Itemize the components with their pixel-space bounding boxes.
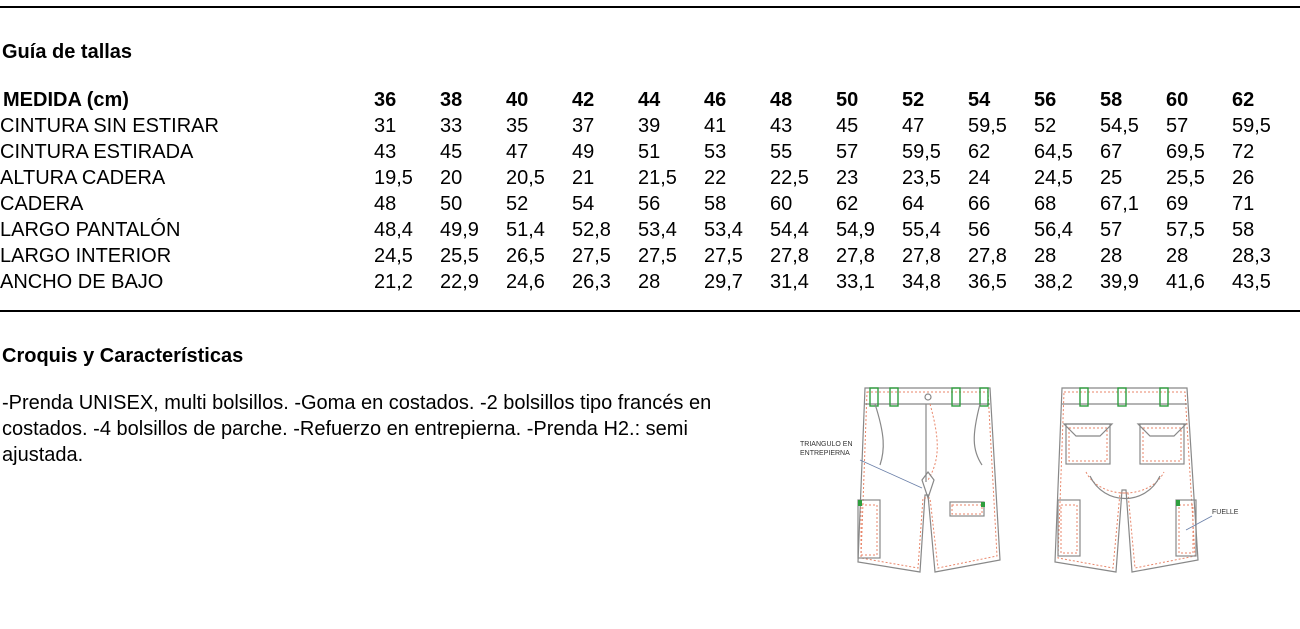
size-column-header: 52 [902,89,925,111]
measure-value: 41,6 [1166,271,1205,293]
measure-value: 37 [572,115,595,137]
size-column-header: 60 [1166,89,1189,111]
measure-value: 57,5 [1166,219,1205,241]
measure-value: 48,4 [374,219,413,241]
table-row [0,113,1298,139]
size-table [0,87,1298,295]
measure-value: 22 [704,167,727,189]
section-divider [0,310,1300,312]
measure-value: 31 [374,115,397,137]
size-column-header: 62 [1232,89,1255,111]
measure-value: 45 [836,115,859,137]
measure-value: 22,9 [440,271,479,293]
measure-value: 27,8 [968,245,1007,267]
measure-value: 67 [1100,141,1123,163]
measure-value: 28 [1034,245,1057,267]
measure-value: 27,5 [638,245,677,267]
measure-value: 28 [1100,245,1123,267]
measure-value: 58 [704,193,727,215]
measure-value: 60 [770,193,793,215]
measure-value: 27,5 [572,245,611,267]
measure-value: 35 [506,115,529,137]
measure-label: CINTURA SIN ESTIRAR [0,115,219,137]
measure-value: 54 [572,193,595,215]
size-column-header: 58 [1100,89,1123,111]
measure-label: CADERA [0,193,84,215]
measure-value: 25 [1100,167,1123,189]
measure-value: 68 [1034,193,1057,215]
measure-value: 26,3 [572,271,611,293]
table-header-row [0,87,1298,113]
measure-value: 49 [572,141,595,163]
measure-value: 20,5 [506,167,545,189]
measure-value: 22,5 [770,167,809,189]
measure-value: 52 [506,193,529,215]
measure-value: 71 [1232,193,1255,215]
measure-value: 29,7 [704,271,743,293]
measure-value: 69 [1166,193,1189,215]
measure-value: 52 [1034,115,1057,137]
size-column-header: 38 [440,89,463,111]
front-callout-line1: TRIANGULO EN [800,441,853,448]
measure-value: 47 [506,141,529,163]
measure-column-header: MEDIDA (cm) [3,89,129,111]
measure-value: 62 [836,193,859,215]
front-callout-line2: ENTREPIERNA [800,450,850,457]
measure-value: 52,8 [572,219,611,241]
measure-value: 55 [770,141,793,163]
measure-value: 39 [638,115,661,137]
measure-value: 21,5 [638,167,677,189]
measure-value: 27,5 [704,245,743,267]
table-row [0,269,1298,295]
size-column-header: 56 [1034,89,1057,111]
measure-value: 56 [638,193,661,215]
measure-value: 62 [968,141,991,163]
measure-value: 25,5 [440,245,479,267]
measure-value: 21 [572,167,595,189]
measure-value: 28 [638,271,661,293]
table-row [0,165,1298,191]
table-row [0,139,1298,165]
measure-value: 43 [374,141,397,163]
measure-value: 59,5 [968,115,1007,137]
measure-value: 27,8 [902,245,941,267]
measure-value: 26,5 [506,245,545,267]
measure-value: 38,2 [1034,271,1073,293]
measure-label: ALTURA CADERA [0,167,166,189]
size-column-header: 44 [638,89,661,111]
measure-value: 39,9 [1100,271,1139,293]
measure-value: 24,5 [374,245,413,267]
measure-value: 53,4 [704,219,743,241]
measure-value: 58 [1232,219,1255,241]
front-view-drawing [800,388,1000,572]
measure-value: 64 [902,193,925,215]
measure-value: 59,5 [902,141,941,163]
measure-value: 49,9 [440,219,479,241]
measure-value: 59,5 [1232,115,1271,137]
measure-value: 21,2 [374,271,413,293]
measure-value: 47 [902,115,925,137]
back-callout-label: FUELLE [1212,509,1239,516]
measure-value: 54,4 [770,219,809,241]
size-column-header: 48 [770,89,793,111]
table-row [0,217,1298,243]
measure-value: 53,4 [638,219,677,241]
measure-value: 19,5 [374,167,413,189]
pants-sketch [800,380,1250,580]
measure-value: 28,3 [1232,245,1271,267]
measure-value: 24,6 [506,271,545,293]
measure-value: 33,1 [836,271,875,293]
measure-value: 23,5 [902,167,941,189]
measure-label: ANCHO DE BAJO [0,271,164,293]
features-description: -Prenda UNISEX, multi bolsillos. -Goma en costados. -2 bolsillos tipo francés en costados. -4 bolsillos de parche. -Refuerzo en entrepierna. -Prenda H2.: semi ajustada. [2,392,712,466]
measure-value: 36,5 [968,271,1007,293]
measure-value: 57 [836,141,859,163]
measure-value: 55,4 [902,219,941,241]
size-guide-title: Guía de tallas [2,41,133,63]
measure-value: 56,4 [1034,219,1073,241]
measure-value: 57 [1166,115,1189,137]
measure-value: 27,8 [836,245,875,267]
measure-value: 33 [440,115,463,137]
measure-label: LARGO INTERIOR [0,245,172,267]
measure-value: 69,5 [1166,141,1205,163]
measure-value: 20 [440,167,463,189]
measure-value: 53 [704,141,727,163]
measure-value: 43 [770,115,793,137]
measure-value: 34,8 [902,271,941,293]
measure-value: 25,5 [1166,167,1205,189]
measure-value: 24,5 [1034,167,1073,189]
measure-value: 54,5 [1100,115,1139,137]
measure-value: 26 [1232,167,1255,189]
measure-value: 31,4 [770,271,809,293]
back-view-drawing [1055,388,1239,572]
measure-value: 45 [440,141,463,163]
measure-value: 72 [1232,141,1255,163]
table-row [0,243,1298,269]
measure-value: 56 [968,219,991,241]
measure-value: 66 [968,193,991,215]
measure-value: 27,8 [770,245,809,267]
measure-value: 57 [1100,219,1123,241]
measure-value: 50 [440,193,463,215]
measure-label: LARGO PANTALÓN [0,219,181,241]
measure-value: 28 [1166,245,1189,267]
features-title: Croquis y Características [2,345,244,367]
measure-value: 64,5 [1034,141,1073,163]
measure-value: 48 [374,193,397,215]
measure-value: 51 [638,141,661,163]
size-column-header: 50 [836,89,859,111]
measure-value: 51,4 [506,219,545,241]
size-column-header: 40 [506,89,529,111]
measure-value: 43,5 [1232,271,1271,293]
measure-value: 54,9 [836,219,875,241]
top-divider [0,6,1300,8]
size-column-header: 42 [572,89,595,111]
measure-value: 41 [704,115,727,137]
size-column-header: 36 [374,89,397,111]
measure-value: 24 [968,167,991,189]
size-column-header: 54 [968,89,991,111]
measure-label: CINTURA ESTIRADA [0,141,194,163]
measure-value: 23 [836,167,859,189]
size-column-header: 46 [704,89,727,111]
table-row [0,191,1298,217]
measure-value: 67,1 [1100,193,1139,215]
